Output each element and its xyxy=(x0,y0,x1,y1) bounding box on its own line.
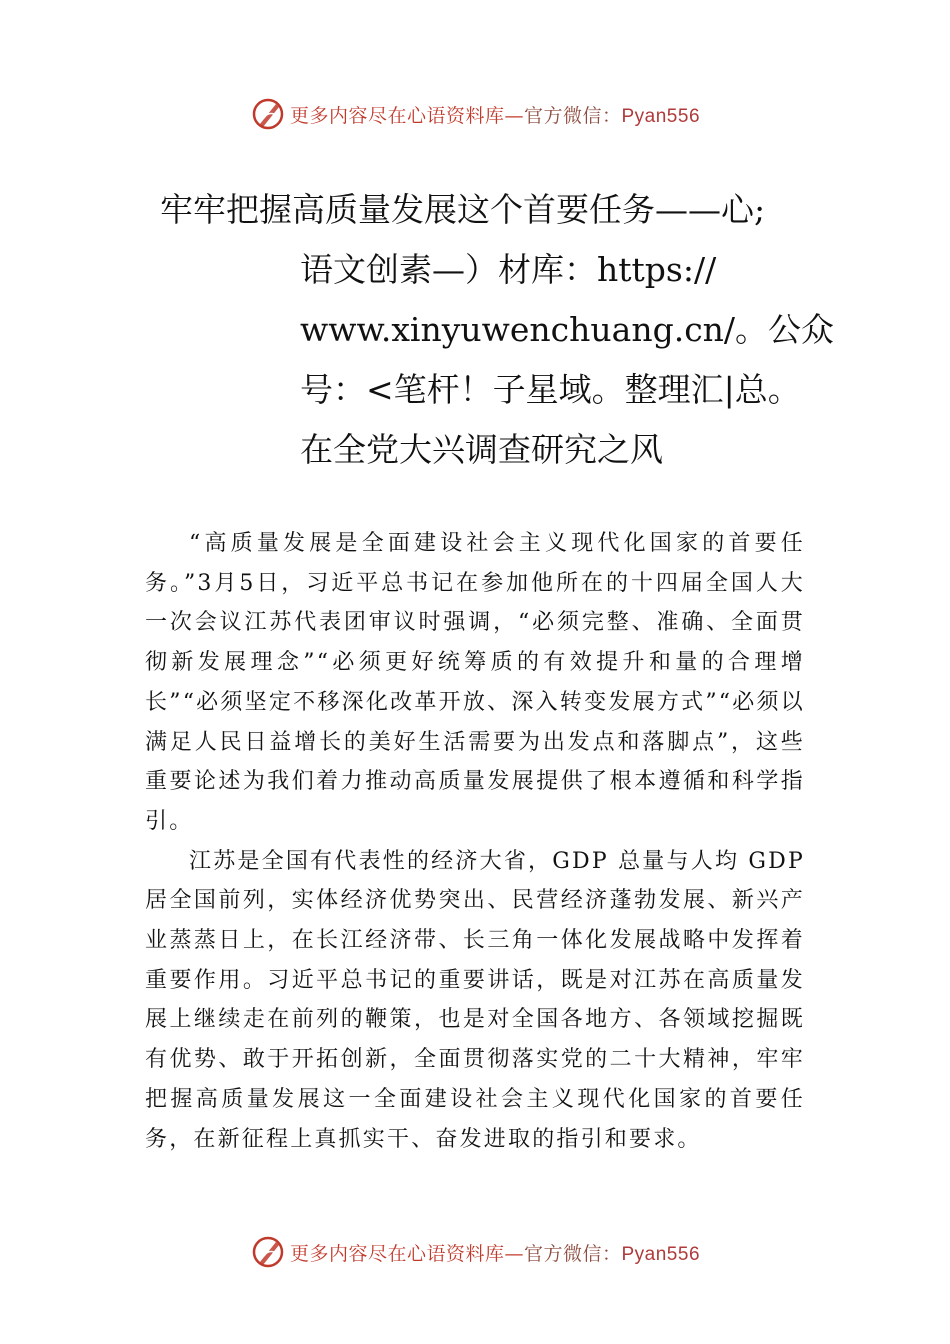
banner-content xyxy=(250,96,700,132)
pen-in-circle-icon xyxy=(250,1234,286,1270)
banner-text xyxy=(290,1239,700,1266)
banner-dash: — xyxy=(504,1242,524,1265)
footer-banner xyxy=(0,1232,950,1272)
title-line: 牢牢把握高质量发展这个首要任务——心; xyxy=(160,190,766,229)
title-line: www.xinyuwenchuang.cn/。公众 xyxy=(300,310,835,349)
wechat-id: Pyan556 xyxy=(621,1243,701,1265)
wechat-label: 官方微信： xyxy=(523,104,622,127)
title-line: 号：<笔杆！子星域。整理汇|总。 xyxy=(300,370,801,409)
banner-text xyxy=(290,101,700,128)
banner-title: 更多内容尽在心语资料库 xyxy=(289,104,505,127)
pen-in-circle-icon xyxy=(250,96,286,132)
wechat-id: Pyan556 xyxy=(621,105,701,127)
banner-content xyxy=(250,1234,700,1270)
title-line: 在全党大兴调查研究之风 xyxy=(300,430,663,469)
banner-title: 更多内容尽在心语资料库 xyxy=(289,1242,505,1265)
document-body xyxy=(145,524,805,1159)
banner-dash: — xyxy=(504,104,524,127)
wechat-label: 官方微信： xyxy=(523,1242,622,1265)
body-paragraph: 江苏是全国有代表性的经济大省，GDP 总量与人均 GDP 居全国前列，实体经济优势突出、民营经济蓬勃发展、新兴产业蒸蒸日上，在长江经济带、长三角一体化发展战略中发挥着重要作用。习近平总书记的重要讲话，既是对江苏在高质量发展上继续走在前列的鞭策，也是对全国各地方、各领域挖掘既有优势、敢于开拓创新，全面贯彻落实党的二十大精神，牢牢把握高质量发展这一全面建设社会主义现代化国家的首要任务，在新征程上真抓实干、奋发进取的指引和要求。 xyxy=(145,848,805,1152)
title-line: 语文创素—）材库：https:// xyxy=(300,250,717,289)
header-banner xyxy=(0,94,950,134)
body-paragraph: “高质量发展是全面建设社会主义现代化国家的首要任务。”3月5日，习近平总书记在参加他所在的十四届全国人大一次会议江苏代表团审议时强调，“必须完整、准确、全面贯彻新发展理念”“必须更好统筹质的有效提升和量的合理增长”“必须坚定不移深化改革开放、深入转变发展方式”“必须以满足人民日益增长的美好生活需要为出发点和落脚点”，这些重要论述为我们着力推动高质量发展提供了根本遵循和科学指引。 xyxy=(145,531,805,834)
document-title xyxy=(160,180,835,480)
